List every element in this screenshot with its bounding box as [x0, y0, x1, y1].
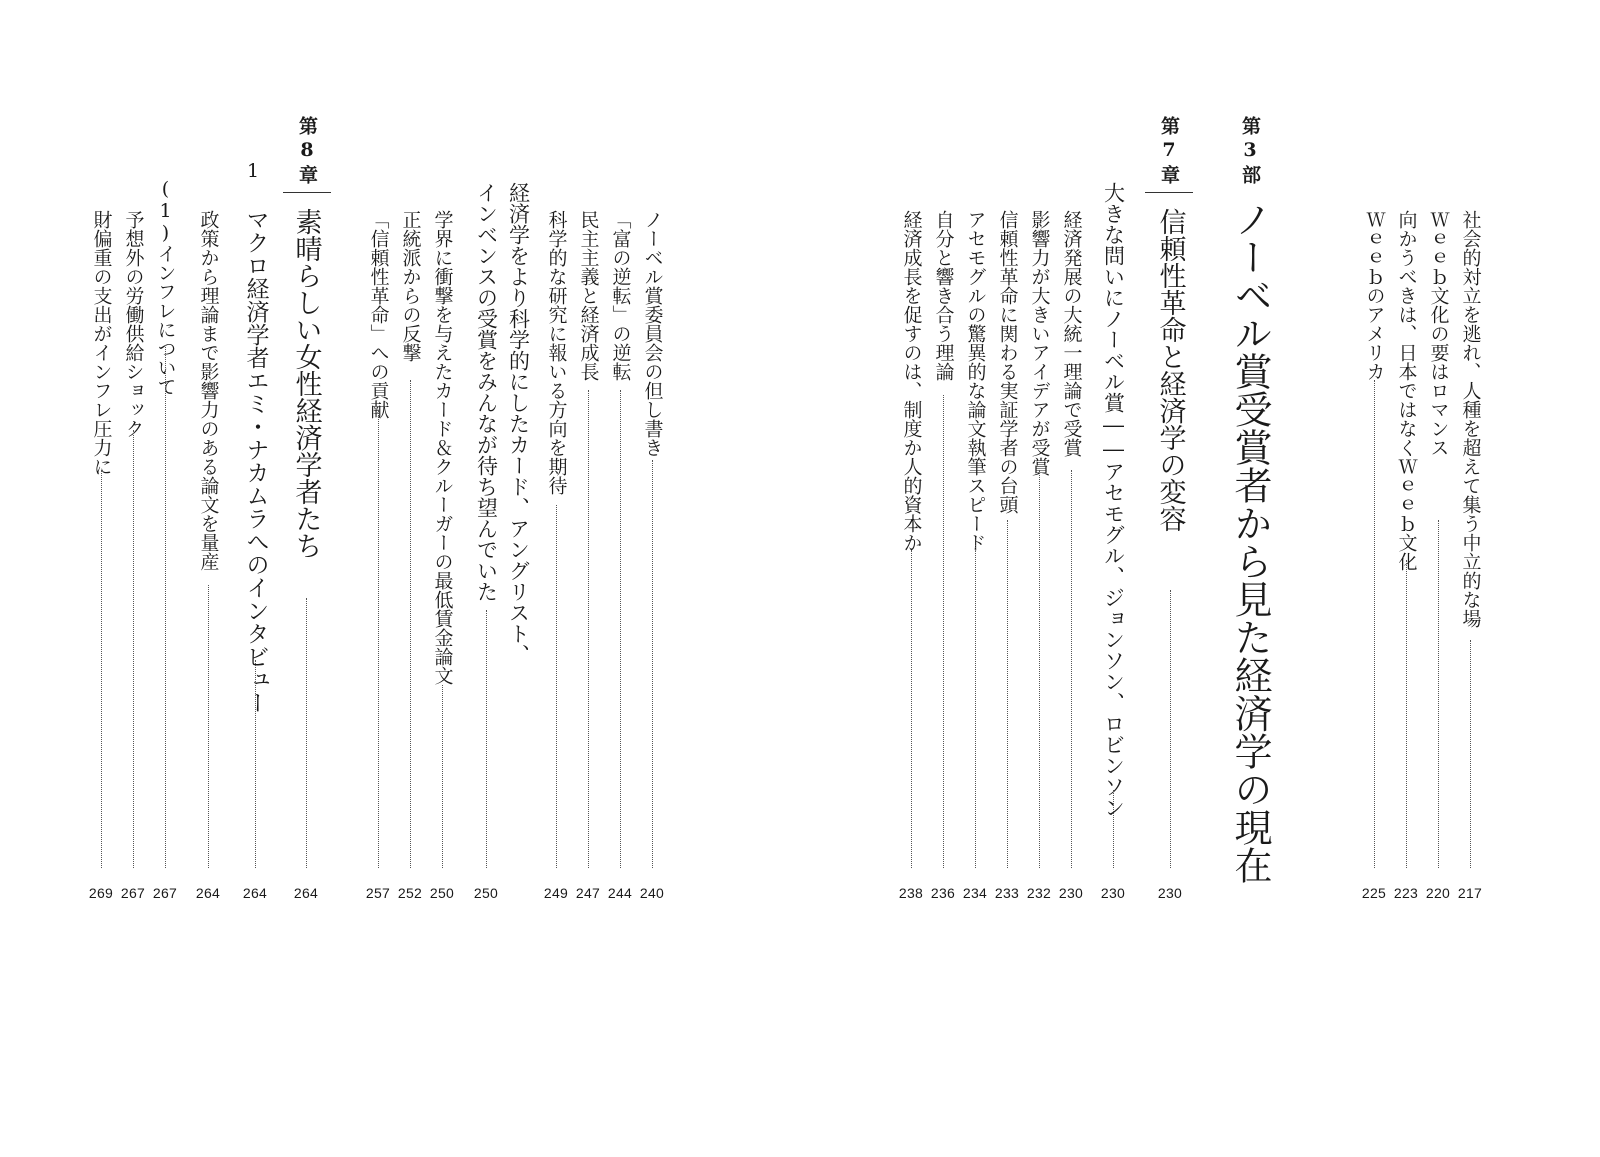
toc-page-number: 264: [242, 885, 268, 901]
toc-entry-title: マクロ経済学者エミ・ナカムラへのインタビュー: [242, 208, 269, 714]
toc-dot-leader: [943, 395, 944, 868]
toc-entry-title: 財偏重の支出がインフレ圧力に: [90, 210, 113, 476]
toc-entry-title: 向かうべきは、日本ではなくＷｅｅｂ文化: [1395, 210, 1418, 571]
toc-dot-leader: [1007, 520, 1008, 868]
toc-page-number: 217: [1457, 885, 1483, 901]
toc-page-number: 249: [543, 885, 569, 901]
toc-page-number: 267: [120, 885, 146, 901]
toc-dot-leader: [1170, 590, 1171, 868]
toc-dot-leader: [410, 380, 411, 868]
toc-page-number: 223: [1393, 885, 1419, 901]
toc-dot-leader: [1406, 560, 1407, 868]
toc-page-number: 230: [1058, 885, 1084, 901]
toc-page-number: 230: [1100, 885, 1126, 901]
toc-page-number: 264: [195, 885, 221, 901]
toc-entry-title: 「富の逆転」の逆転: [609, 210, 632, 381]
toc-page-number: 257: [365, 885, 391, 901]
toc-page-number: 240: [639, 885, 665, 901]
toc-dot-leader: [133, 430, 134, 868]
toc-entry-title: 民主主義と経済成長: [577, 210, 600, 381]
toc-page-number: 225: [1361, 885, 1387, 901]
toc-dot-leader: [101, 470, 102, 868]
toc-page-number: 234: [962, 885, 988, 901]
toc-dot-leader: [378, 410, 379, 868]
toc-dot-leader: [208, 585, 209, 868]
toc-dot-leader: [486, 610, 487, 868]
toc-entry-title: 自分と響き合う理論: [932, 210, 955, 381]
chapter-7-rule: [1145, 192, 1193, 193]
toc-dot-leader: [306, 598, 307, 868]
toc-page-number: 232: [1026, 885, 1052, 901]
toc-entry-title: 経済学をより科学的にしたカード、アングリスト、: [506, 182, 531, 665]
toc-page-number: 264: [293, 885, 319, 901]
toc-entry-title: 素晴らしい女性経済学者たち: [290, 208, 322, 559]
toc-entry-title: Ｗｅｅｂのアメリカ: [1363, 210, 1386, 381]
toc-entry-title: インベンスの受賞をみんなが待ち望んでいた: [474, 182, 499, 602]
toc-entry-title: 正統派からの反撃: [399, 210, 422, 362]
toc-entry-title: ノーベル賞受賞者から見た経済学の現在: [1228, 200, 1272, 884]
toc-page-number: 244: [607, 885, 633, 901]
toc-entry-title: 信頼性革命に関わる実証学者の台頭: [996, 210, 1019, 514]
toc-page-number: 220: [1425, 885, 1451, 901]
toc-entry-title: 「信頼性革命」への貢献: [367, 210, 390, 419]
toc-dot-leader: [556, 505, 557, 868]
toc-entry-title: 影響力が大きいアイデアが受賞: [1028, 210, 1051, 476]
toc-entry-title: アセモグルの驚異的な論文執筆スピード: [964, 210, 987, 552]
toc-entry-title: (1)インフレについて: [154, 178, 177, 396]
toc-page-number: 238: [898, 885, 924, 901]
chapter-8-label: 第8章: [296, 116, 318, 188]
toc-dot-leader: [975, 545, 976, 868]
toc-entry-title: 信頼性革命と経済学の変容: [1154, 208, 1186, 532]
toc-page-number: 250: [429, 885, 455, 901]
toc-page-number: 233: [994, 885, 1020, 901]
section-1-number: 1: [247, 160, 260, 182]
toc-dot-leader: [1470, 640, 1471, 868]
toc-page-number: 269: [88, 885, 114, 901]
toc-dot-leader: [255, 660, 256, 868]
toc-dot-leader: [911, 550, 912, 868]
toc-dot-leader: [588, 390, 589, 868]
chapter-7-label: 第7章: [1158, 116, 1180, 188]
toc-page-number: 252: [397, 885, 423, 901]
toc-page-number: 247: [575, 885, 601, 901]
toc-entry-title: 社会的対立を逃れ、人種を超えて集う中立的な場: [1459, 210, 1482, 628]
toc-page-number: 236: [930, 885, 956, 901]
toc-dot-leader: [1113, 790, 1114, 868]
toc-dot-leader: [1071, 470, 1072, 868]
toc-entry-title: 大きな問いにノーベル賞――アセモグル、ジョンソン、ロビンソン: [1101, 182, 1126, 818]
toc-entry-title: Ｗｅｅｂ文化の要はロマンス: [1427, 210, 1450, 457]
chapter-8-rule: [283, 192, 331, 193]
toc-entry-title: 予想外の労働供給ショック: [122, 210, 145, 438]
toc-page-number: 250: [473, 885, 499, 901]
toc-dot-leader: [1374, 380, 1375, 868]
toc-dot-leader: [652, 460, 653, 868]
toc-page-number: 230: [1157, 885, 1183, 901]
part-3-label: 第3部: [1239, 116, 1261, 188]
toc-dot-leader: [1039, 470, 1040, 868]
toc-dot-leader: [442, 685, 443, 868]
toc-entry-title: 政策から理論まで影響力のある論文を量産: [197, 210, 220, 571]
toc-dot-leader: [620, 390, 621, 868]
toc-dot-leader: [1438, 520, 1439, 868]
toc-entry-title: 科学的な研究に報いる方向を期待: [545, 210, 568, 495]
toc-entry-title: ノーベル賞委員会の但し書き: [641, 210, 664, 457]
toc-entry-title: 学界に衝撃を与えたカード＆クルーガーの最低賃金論文: [431, 210, 454, 685]
toc-entry-title: 経済発展の大統一理論で受賞: [1060, 210, 1083, 457]
toc-dot-leader: [165, 345, 166, 868]
toc-entry-title: 経済成長を促すのは、制度か人的資本か: [900, 210, 923, 552]
toc-page-number: 267: [152, 885, 178, 901]
